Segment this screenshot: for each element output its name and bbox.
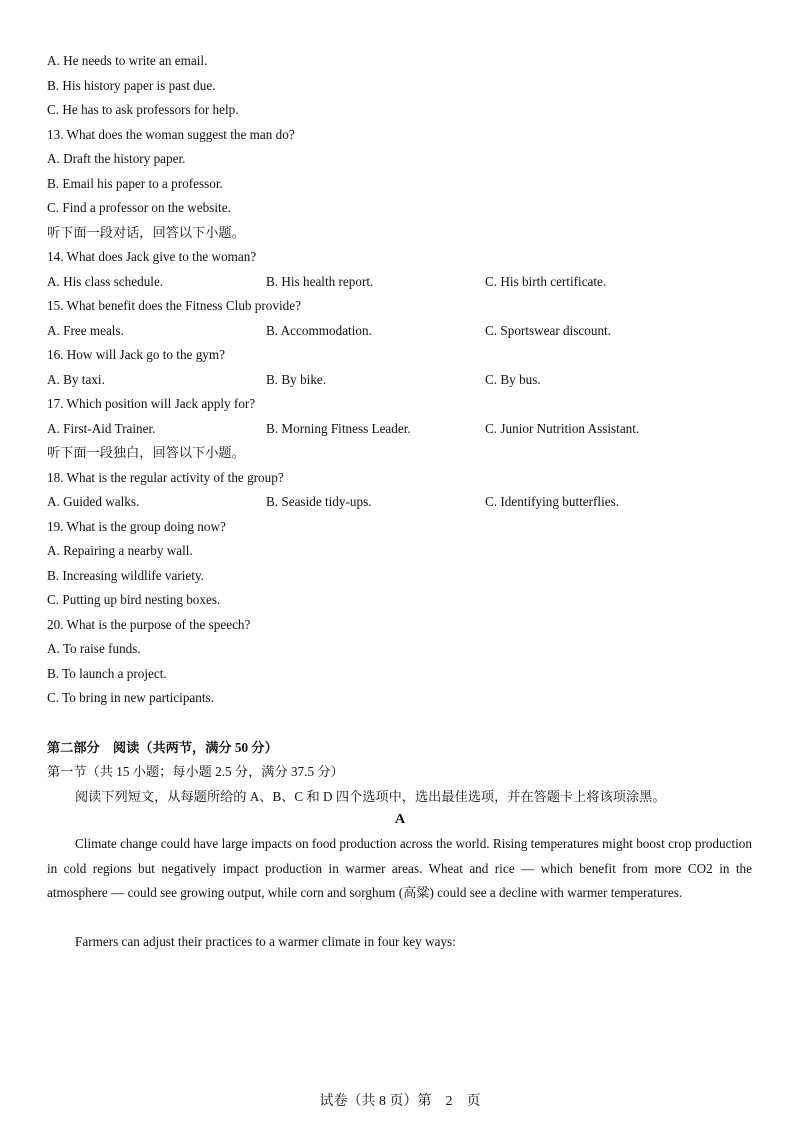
question-13: 13. What does the woman suggest the man do? [47, 127, 295, 142]
passage-paragraph-1: Climate change could have large impacts on food production across the world. Rising temperatures might boost crop production in cold regions but negatively impact production in warmer areas. Wheat and rice — which benefit from more CO2 in the atmosphere — could see growing output, while corn and sorghum (高粱) could see a decline with warmer temperatures. [47, 836, 752, 900]
q20-option-c: C. To bring in new participants. [47, 690, 214, 705]
q17-option-b: B. Morning Fitness Leader. [266, 421, 411, 436]
q18-option-b: B. Seaside tidy-ups. [266, 494, 372, 509]
q16-option-c: C. By bus. [485, 372, 541, 387]
q17-option-a: A. First-Aid Trainer. [47, 421, 156, 436]
q14-option-c: C. His birth certificate. [485, 274, 607, 289]
q12-option-a: A. He needs to write an email. [47, 53, 208, 68]
q16-option-b: B. By bike. [266, 372, 327, 387]
question-14: 14. What does Jack give to the woman? [47, 249, 257, 264]
section-one-title: 第一节（共 15 小题；每小题 2.5 分，满分 37.5 分） [47, 764, 344, 779]
question-20: 20. What is the purpose of the speech? [47, 617, 251, 632]
question-19: 19. What is the group doing now? [47, 519, 226, 534]
q13-option-a: A. Draft the history paper. [47, 151, 186, 166]
q13-option-b: B. Email his paper to a professor. [47, 176, 223, 191]
reading-instruction: 阅读下列短文，从每题所给的 A、B、C 和 D 四个选项中，选出最佳选项，并在答题卡上将该项涂黑。 [75, 789, 666, 804]
q19-option-b: B. Increasing wildlife variety. [47, 568, 204, 583]
q13-option-c: C. Find a professor on the website. [47, 200, 231, 215]
passage-paragraph-2: Farmers can adjust their practices to a warmer climate in four key ways: [75, 934, 456, 949]
part-two-title: 第二部分 阅读（共两节，满分 50 分） [47, 740, 278, 755]
q17-option-c: C. Junior Nutrition Assistant. [485, 421, 640, 436]
q19-option-a: A. Repairing a nearby wall. [47, 543, 193, 558]
q14-option-b: B. His health report. [266, 274, 374, 289]
q16-option-a: A. By taxi. [47, 372, 105, 387]
question-16: 16. How will Jack go to the gym? [47, 347, 226, 362]
q19-option-c: C. Putting up bird nesting boxes. [47, 592, 221, 607]
listening-instruction-monologue: 听下面一段独白，回答以下小题。 [47, 445, 245, 460]
question-15: 15. What benefit does the Fitness Club provide? [47, 298, 301, 313]
q14-options [47, 274, 767, 290]
question-18: 18. What is the regular activity of the group? [47, 470, 284, 485]
q15-option-a: A. Free meals. [47, 323, 124, 338]
q15-option-b: B. Accommodation. [266, 323, 372, 338]
q12-option-c: C. He has to ask professors for help. [47, 102, 239, 117]
passage-letter: A [394, 812, 406, 827]
q14-option-a: A. His class schedule. [47, 274, 164, 289]
question-17: 17. Which position will Jack apply for? [47, 396, 256, 411]
q15-options [47, 323, 767, 339]
listening-instruction-dialogue: 听下面一段对话，回答以下小题。 [47, 225, 245, 240]
q18-option-c: C. Identifying butterflies. [485, 494, 620, 509]
q12-option-b: B. His history paper is past due. [47, 78, 216, 93]
q20-option-b: B. To launch a project. [47, 666, 167, 681]
q16-options [47, 372, 767, 388]
q15-option-c: C. Sportswear discount. [485, 323, 612, 338]
q18-option-a: A. Guided walks. [47, 494, 140, 509]
q17-options [47, 421, 767, 437]
q18-options [47, 494, 767, 510]
q20-option-a: A. To raise funds. [47, 641, 141, 656]
page-footer: 试卷（共 8 页）第 2 页 [319, 1094, 481, 1109]
